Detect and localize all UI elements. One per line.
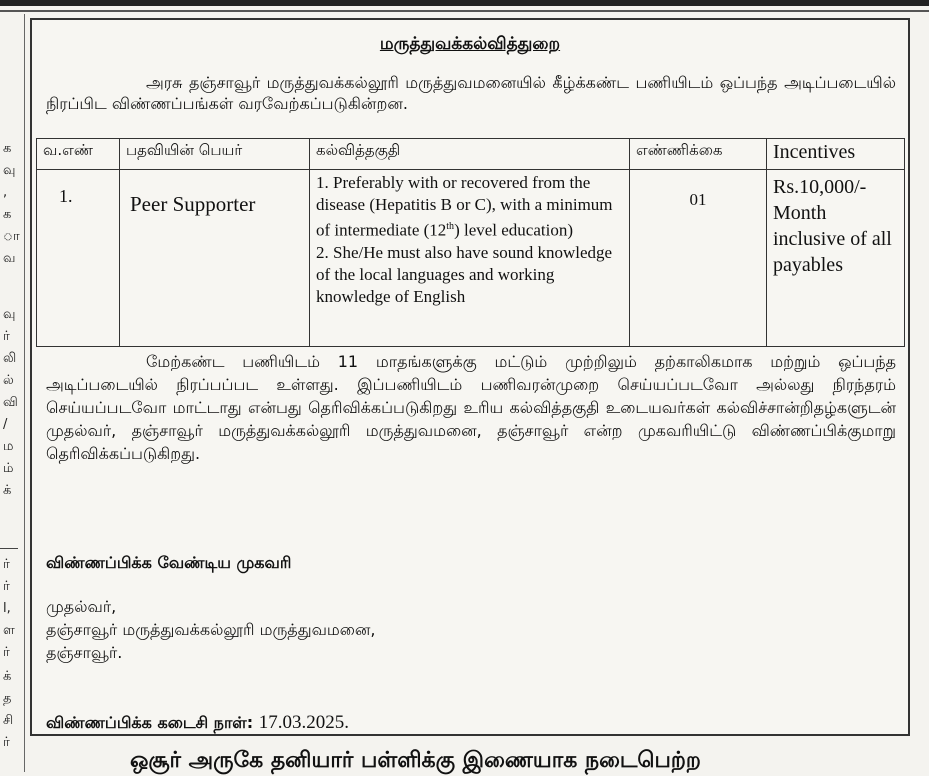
notice-body: மேற்கண்ட பணியிடம் 11 மாதங்களுக்கு மட்டும் முற்றிலும் தற்காலிகமாக மற்றும் ஒப்பந்த அடிப்படையில் நிரப்பப்பட உள்ளது. இப்பணியிடம் பணிவரன்முறை செய்யப்படவோ அல்லது நிரந்தரம் செய்யப்படவோ மாட்டாது என்பது தெரிவிக்கப்படுகிறது உரிய கல்வித்தகுதி உடையவர்கள் கல்விச்சான்றிதழ்களுடன் முதல்வர், தஞ்சாவூர் மருத்துவக்கல்லூரி மருத்துவமனை, தஞ்சாவூர் என்ற முகவரியிட்டு விண்ணப்பிக்குமாறு தெரிவிக்கப்படுகிறது. — [46, 352, 897, 463]
column-text-fragment: வு — [3, 307, 16, 322]
column-text-fragment: லி — [3, 351, 17, 366]
address-block — [46, 595, 376, 664]
notice-title: மருத்துவக்கல்வித்துறை — [379, 34, 561, 54]
column-text-fragment: ர் — [3, 557, 10, 572]
column-text-fragment: க — [3, 207, 12, 222]
vacancy-table — [36, 138, 905, 347]
header-qualification: கல்வித்தகுதி — [310, 139, 630, 170]
deadline — [46, 712, 349, 734]
table-row — [37, 170, 905, 347]
column-text-fragment: க — [3, 141, 12, 156]
post-count: 01 — [630, 170, 767, 347]
deadline-date: 17.03.2025. — [258, 712, 349, 733]
deadline-label: விண்ணப்பிக்க கடைசி நாள்: — [46, 713, 254, 732]
notice-intro: அரசு தஞ்சாவூர் மருத்துவக்கல்லூரி மருத்துவமனையில் கீழ்க்கண்ட பணியிடம் ஒப்பந்த அடிப்படையில் நிரப்பிட விண்ணப்பங்கள் வரவேற்கப்படுகின்றன. — [46, 73, 896, 113]
top-rule — [0, 0, 929, 6]
incentive: Rs.10,000/- Month inclusive of all payables — [767, 170, 905, 347]
column-text-fragment: ம் — [3, 461, 14, 476]
address-line: தஞ்சாவூர் மருத்துவக்கல்லூரி மருத்துவமனை, — [46, 620, 376, 639]
header-serial-no: வ.எண் — [37, 139, 120, 170]
column-divider — [0, 548, 18, 549]
column-separator — [24, 14, 25, 772]
column-text-fragment: ர் — [3, 735, 10, 750]
address-heading: விண்ணப்பிக்க வேண்டிய முகவரி — [46, 553, 292, 572]
address-line: முதல்வர், — [46, 597, 117, 616]
column-text-fragment: l, — [3, 601, 11, 616]
column-text-fragment: க் — [3, 669, 12, 684]
serial-no: 1. — [37, 170, 120, 347]
column-text-fragment: ள — [3, 623, 15, 638]
qualification-text-end: ) level education) — [454, 220, 574, 240]
top-rule-thin — [0, 10, 929, 12]
qualification — [310, 170, 630, 347]
qualification-item-1 — [316, 172, 623, 242]
column-text-fragment: வி — [3, 395, 18, 410]
header-count: எண்ணிக்கை — [630, 139, 767, 170]
qualification-text: 1. Preferably with or recovered from the disease (Hepatitis B or C), with a minimum of intermediate (12 — [316, 173, 613, 240]
header-post-name: பதவியின் பெயர் — [120, 139, 310, 170]
adjacent-column-fragment — [0, 18, 22, 772]
column-text-fragment: த — [3, 691, 12, 706]
column-text-fragment: ர் — [3, 645, 10, 660]
qualification-item-2: 2. She/He must also have sound knowledge of the local languages and working knowledge of English — [316, 242, 613, 306]
column-text-fragment: , — [3, 185, 8, 200]
column-text-fragment: சி — [3, 713, 14, 728]
column-text-fragment: வு — [3, 163, 16, 178]
column-text-fragment: ம — [3, 439, 14, 454]
recruitment-notice — [30, 18, 910, 736]
post-name: Peer Supporter — [120, 170, 310, 347]
column-text-fragment: ா — [3, 229, 20, 244]
column-text-fragment: ல் — [3, 373, 14, 388]
column-text-fragment: வ — [3, 251, 16, 266]
column-text-fragment: ர் — [3, 329, 10, 344]
header-incentives: Incentives — [767, 139, 905, 170]
superscript: th — [446, 221, 455, 232]
address-line: தஞ்சாவூர். — [46, 643, 123, 662]
table-header-row — [37, 139, 905, 170]
next-article-headline: ஒசூர் அருகே தனியார் பள்ளிக்கு இணையாக நடைபெற்ற — [130, 748, 701, 773]
column-text-fragment: க் — [3, 483, 12, 498]
column-text-fragment: ர் — [3, 579, 10, 594]
column-text-fragment: / — [3, 417, 8, 432]
